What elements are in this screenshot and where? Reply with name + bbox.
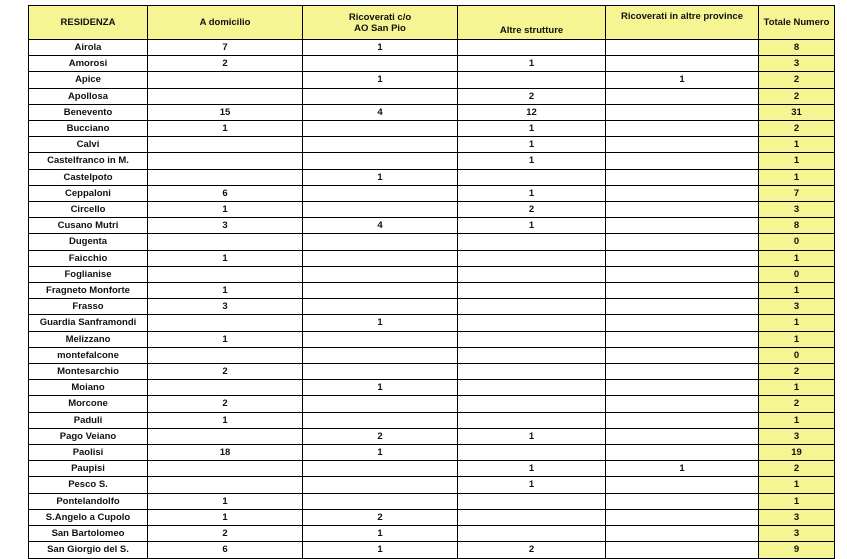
- header-ricoverati-line1: Ricoverati c/o: [348, 11, 412, 23]
- cell-totale: 1: [759, 169, 835, 185]
- cell-residenza: Pontelandolfo: [29, 493, 148, 509]
- cell-totale: 1: [759, 331, 835, 347]
- cell-domicilio: 1: [148, 202, 303, 218]
- cell-totale: 19: [759, 445, 835, 461]
- cell-altre-strutture: 1: [458, 218, 606, 234]
- table-row: [29, 56, 835, 72]
- cell-altre-strutture: [458, 40, 606, 56]
- cell-domicilio: [148, 347, 303, 363]
- cell-altre-strutture: 12: [458, 104, 606, 120]
- cell-domicilio: 6: [148, 542, 303, 558]
- cell-totale: 1: [759, 283, 835, 299]
- cell-altre-strutture: [458, 283, 606, 299]
- cell-domicilio: [148, 153, 303, 169]
- cell-ricoverati: 4: [303, 104, 458, 120]
- header-altre-province: Ricoverati in altre province: [606, 6, 759, 40]
- cell-domicilio: [148, 169, 303, 185]
- cell-residenza: San Bartolomeo: [29, 526, 148, 542]
- cell-ricoverati: 1: [303, 72, 458, 88]
- cell-residenza: Morcone: [29, 396, 148, 412]
- cell-totale: 0: [759, 234, 835, 250]
- cell-domicilio: 1: [148, 412, 303, 428]
- cell-altre-province: [606, 315, 759, 331]
- cell-totale: 2: [759, 88, 835, 104]
- header-domicilio: A domicilio: [148, 6, 303, 40]
- cell-altre-province: [606, 88, 759, 104]
- table-row: [29, 218, 835, 234]
- cell-totale: 3: [759, 526, 835, 542]
- cell-altre-strutture: 1: [458, 153, 606, 169]
- cell-altre-strutture: 2: [458, 202, 606, 218]
- cell-ricoverati: [303, 121, 458, 137]
- cell-residenza: Moiano: [29, 380, 148, 396]
- table-row: [29, 104, 835, 120]
- table-row: [29, 169, 835, 185]
- cell-residenza: Paupisi: [29, 461, 148, 477]
- cell-ricoverati: 1: [303, 445, 458, 461]
- cell-ricoverati: [303, 461, 458, 477]
- cell-domicilio: 1: [148, 331, 303, 347]
- cell-ricoverati: 1: [303, 169, 458, 185]
- table-row: [29, 526, 835, 542]
- table-row: [29, 153, 835, 169]
- table-row: [29, 412, 835, 428]
- cell-ricoverati: [303, 477, 458, 493]
- table-row: [29, 121, 835, 137]
- cell-altre-province: 1: [606, 72, 759, 88]
- cell-residenza: San Giorgio del S.: [29, 542, 148, 558]
- cell-altre-province: 1: [606, 461, 759, 477]
- cell-domicilio: [148, 266, 303, 282]
- cell-residenza: montefalcone: [29, 347, 148, 363]
- cell-altre-strutture: [458, 234, 606, 250]
- table-row: [29, 40, 835, 56]
- cell-domicilio: 1: [148, 493, 303, 509]
- table-row: [29, 185, 835, 201]
- cell-totale: 1: [759, 412, 835, 428]
- cell-totale: 1: [759, 137, 835, 153]
- header-altre-strutture: Altre strutture: [458, 6, 606, 40]
- table-body: [29, 6, 835, 559]
- cell-totale: 31: [759, 104, 835, 120]
- cell-totale: 1: [759, 250, 835, 266]
- cell-domicilio: 2: [148, 56, 303, 72]
- cell-altre-strutture: [458, 250, 606, 266]
- cell-residenza: Circello: [29, 202, 148, 218]
- cell-altre-strutture: [458, 493, 606, 509]
- table-row: [29, 137, 835, 153]
- cell-altre-province: [606, 428, 759, 444]
- cell-totale: 2: [759, 396, 835, 412]
- table-row: [29, 234, 835, 250]
- cell-altre-strutture: [458, 509, 606, 525]
- cell-ricoverati: [303, 299, 458, 315]
- cell-domicilio: 1: [148, 121, 303, 137]
- header-row: [29, 6, 835, 40]
- cell-residenza: Frasso: [29, 299, 148, 315]
- cell-ricoverati: [303, 88, 458, 104]
- cell-totale: 8: [759, 40, 835, 56]
- header-ricoverati-line2: AO San Pio: [354, 22, 406, 34]
- cell-residenza: S.Angelo a Cupolo: [29, 509, 148, 525]
- cell-domicilio: 15: [148, 104, 303, 120]
- cell-totale: 7: [759, 185, 835, 201]
- cell-domicilio: [148, 380, 303, 396]
- cell-residenza: Dugenta: [29, 234, 148, 250]
- cell-totale: 3: [759, 428, 835, 444]
- table-row: [29, 266, 835, 282]
- cell-domicilio: 3: [148, 299, 303, 315]
- cell-residenza: Apice: [29, 72, 148, 88]
- header-totale: Totale Numero: [759, 6, 835, 40]
- cell-altre-province: [606, 412, 759, 428]
- cell-altre-province: [606, 56, 759, 72]
- cell-domicilio: [148, 315, 303, 331]
- cell-domicilio: 2: [148, 396, 303, 412]
- cell-altre-province: [606, 40, 759, 56]
- cell-residenza: Airola: [29, 40, 148, 56]
- cell-residenza: Amorosi: [29, 56, 148, 72]
- cell-domicilio: 3: [148, 218, 303, 234]
- cell-domicilio: 7: [148, 40, 303, 56]
- cell-altre-strutture: 1: [458, 121, 606, 137]
- cell-altre-strutture: 1: [458, 137, 606, 153]
- cell-altre-strutture: [458, 347, 606, 363]
- cell-altre-province: [606, 185, 759, 201]
- cell-ricoverati: [303, 266, 458, 282]
- cell-altre-province: [606, 121, 759, 137]
- cell-residenza: Castelpoto: [29, 169, 148, 185]
- cell-ricoverati: 1: [303, 315, 458, 331]
- cell-ricoverati: [303, 331, 458, 347]
- cell-residenza: Faicchio: [29, 250, 148, 266]
- cell-altre-province: [606, 347, 759, 363]
- header-ricoverati: [303, 6, 458, 40]
- cell-ricoverati: 1: [303, 542, 458, 558]
- cell-totale: 2: [759, 364, 835, 380]
- table-row: [29, 380, 835, 396]
- cell-totale: 0: [759, 347, 835, 363]
- cell-altre-strutture: [458, 331, 606, 347]
- cell-altre-strutture: 2: [458, 542, 606, 558]
- table-row: [29, 72, 835, 88]
- cell-ricoverati: [303, 283, 458, 299]
- cell-altre-strutture: 2: [458, 88, 606, 104]
- cell-ricoverati: 1: [303, 526, 458, 542]
- cell-ricoverati: [303, 56, 458, 72]
- table-row: [29, 202, 835, 218]
- table-row: [29, 477, 835, 493]
- cell-ricoverati: 2: [303, 509, 458, 525]
- cell-altre-strutture: 1: [458, 185, 606, 201]
- cell-altre-province: [606, 445, 759, 461]
- cell-altre-strutture: 1: [458, 56, 606, 72]
- cell-residenza: Paolisi: [29, 445, 148, 461]
- cell-altre-strutture: [458, 526, 606, 542]
- cell-totale: 9: [759, 542, 835, 558]
- table-row: [29, 283, 835, 299]
- cell-domicilio: [148, 461, 303, 477]
- table-row: [29, 88, 835, 104]
- table-row: [29, 250, 835, 266]
- cell-ricoverati: 1: [303, 380, 458, 396]
- cell-altre-province: [606, 380, 759, 396]
- cell-totale: 3: [759, 299, 835, 315]
- cell-altre-strutture: 1: [458, 428, 606, 444]
- table-row: [29, 493, 835, 509]
- cell-domicilio: [148, 137, 303, 153]
- cell-residenza: Calvi: [29, 137, 148, 153]
- cases-table: [28, 5, 835, 559]
- cell-domicilio: [148, 234, 303, 250]
- cell-altre-strutture: [458, 169, 606, 185]
- cell-altre-province: [606, 104, 759, 120]
- table-row: [29, 509, 835, 525]
- cell-ricoverati: 1: [303, 40, 458, 56]
- cell-ricoverati: [303, 412, 458, 428]
- cell-altre-province: [606, 137, 759, 153]
- cell-ricoverati: 4: [303, 218, 458, 234]
- cell-totale: 3: [759, 56, 835, 72]
- cell-altre-province: [606, 526, 759, 542]
- cell-totale: 2: [759, 72, 835, 88]
- table-row: [29, 396, 835, 412]
- cell-domicilio: [148, 72, 303, 88]
- cell-domicilio: 1: [148, 509, 303, 525]
- cell-residenza: Fragneto Monforte: [29, 283, 148, 299]
- cell-ricoverati: [303, 153, 458, 169]
- cell-altre-strutture: [458, 315, 606, 331]
- cell-domicilio: [148, 428, 303, 444]
- cell-altre-province: [606, 153, 759, 169]
- cell-residenza: Ceppaloni: [29, 185, 148, 201]
- cell-ricoverati: [303, 250, 458, 266]
- cell-residenza: Foglianise: [29, 266, 148, 282]
- cell-residenza: Montesarchio: [29, 364, 148, 380]
- cell-altre-province: [606, 477, 759, 493]
- table-row: [29, 299, 835, 315]
- cell-domicilio: 18: [148, 445, 303, 461]
- cell-domicilio: 1: [148, 250, 303, 266]
- cell-residenza: Pesco S.: [29, 477, 148, 493]
- cell-domicilio: [148, 88, 303, 104]
- cell-residenza: Bucciano: [29, 121, 148, 137]
- cell-altre-strutture: 1: [458, 477, 606, 493]
- cell-altre-province: [606, 396, 759, 412]
- cell-ricoverati: [303, 347, 458, 363]
- cell-ricoverati: 2: [303, 428, 458, 444]
- cell-altre-strutture: [458, 266, 606, 282]
- cell-totale: 1: [759, 380, 835, 396]
- cell-residenza: Cusano Mutri: [29, 218, 148, 234]
- cell-totale: 3: [759, 202, 835, 218]
- cell-totale: 1: [759, 153, 835, 169]
- cell-residenza: Guardia Sanframondi: [29, 315, 148, 331]
- cell-altre-province: [606, 509, 759, 525]
- table-row: [29, 428, 835, 444]
- cell-altre-strutture: [458, 412, 606, 428]
- cell-altre-province: [606, 331, 759, 347]
- cell-ricoverati: [303, 202, 458, 218]
- cell-residenza: Paduli: [29, 412, 148, 428]
- cell-altre-strutture: [458, 396, 606, 412]
- cell-totale: 2: [759, 121, 835, 137]
- cell-altre-strutture: [458, 299, 606, 315]
- cell-residenza: Apollosa: [29, 88, 148, 104]
- cell-altre-province: [606, 299, 759, 315]
- table-row: [29, 445, 835, 461]
- cell-altre-strutture: 1: [458, 461, 606, 477]
- cell-altre-province: [606, 266, 759, 282]
- cell-altre-strutture: [458, 445, 606, 461]
- cell-domicilio: 2: [148, 526, 303, 542]
- cell-ricoverati: [303, 396, 458, 412]
- cell-altre-province: [606, 202, 759, 218]
- cell-altre-province: [606, 250, 759, 266]
- cell-altre-strutture: [458, 364, 606, 380]
- cell-domicilio: 1: [148, 283, 303, 299]
- cell-domicilio: 6: [148, 185, 303, 201]
- header-residenza: RESIDENZA: [29, 6, 148, 40]
- cell-altre-strutture: [458, 72, 606, 88]
- cell-ricoverati: [303, 364, 458, 380]
- table-row: [29, 347, 835, 363]
- table-row: [29, 364, 835, 380]
- cell-altre-province: [606, 234, 759, 250]
- cell-residenza: Benevento: [29, 104, 148, 120]
- table-row: [29, 315, 835, 331]
- cell-ricoverati: [303, 493, 458, 509]
- cell-altre-province: [606, 169, 759, 185]
- table-row: [29, 331, 835, 347]
- cell-altre-province: [606, 364, 759, 380]
- cell-residenza: Melizzano: [29, 331, 148, 347]
- cell-ricoverati: [303, 234, 458, 250]
- cell-totale: 1: [759, 493, 835, 509]
- cell-totale: 8: [759, 218, 835, 234]
- table-row: [29, 461, 835, 477]
- cell-totale: 0: [759, 266, 835, 282]
- cell-residenza: Castelfranco in M.: [29, 153, 148, 169]
- cell-ricoverati: [303, 137, 458, 153]
- cell-altre-province: [606, 493, 759, 509]
- cell-altre-province: [606, 283, 759, 299]
- cell-altre-strutture: [458, 380, 606, 396]
- cell-domicilio: 2: [148, 364, 303, 380]
- cell-residenza: Pago Veiano: [29, 428, 148, 444]
- cell-totale: 1: [759, 477, 835, 493]
- cell-altre-province: [606, 218, 759, 234]
- cell-domicilio: [148, 477, 303, 493]
- cell-totale: 2: [759, 461, 835, 477]
- cell-ricoverati: [303, 185, 458, 201]
- cell-totale: 1: [759, 315, 835, 331]
- cell-totale: 3: [759, 509, 835, 525]
